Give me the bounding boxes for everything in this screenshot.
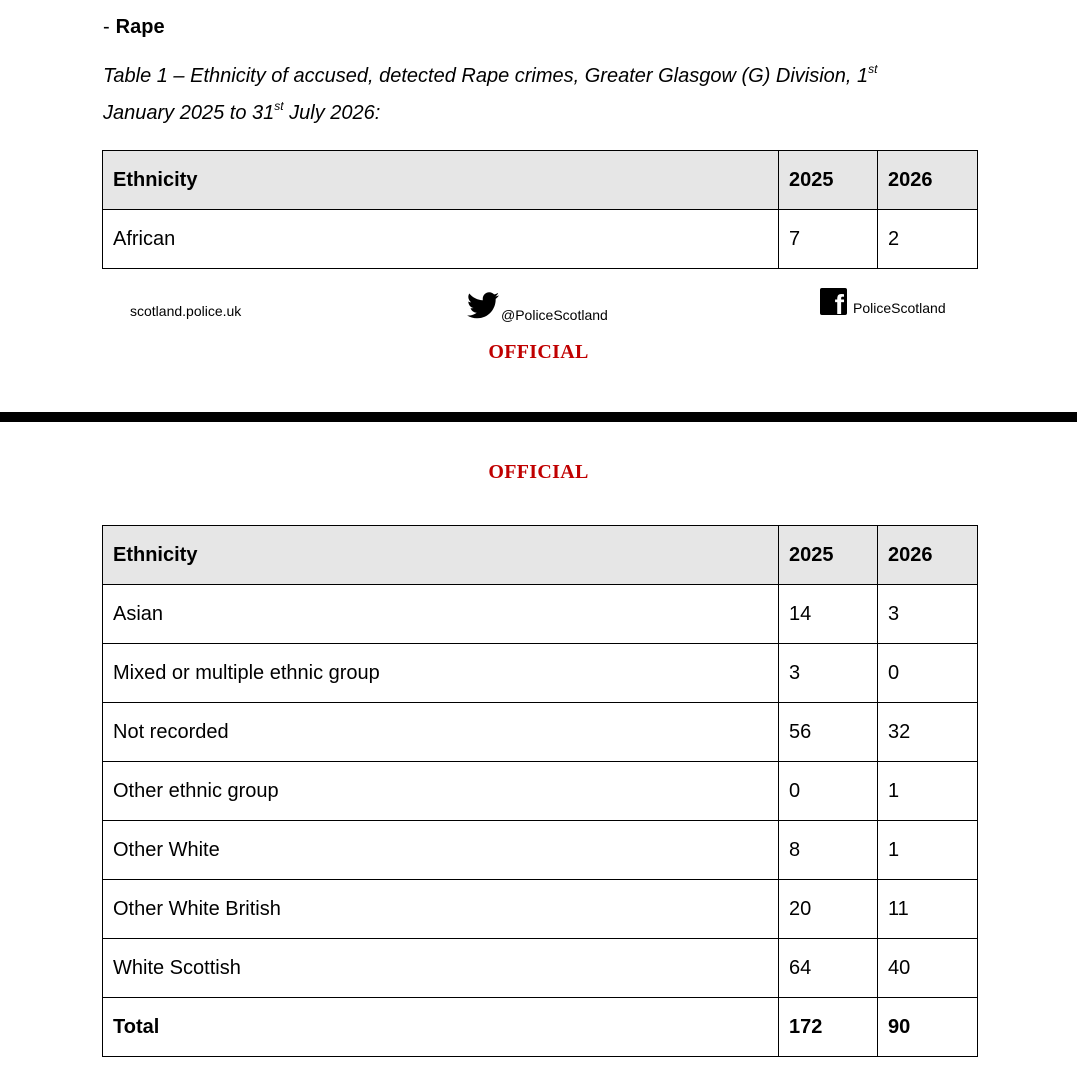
cell-ethnicity: Other White British xyxy=(103,880,779,939)
cell-2025: 3 xyxy=(779,644,878,703)
section-heading xyxy=(103,16,165,39)
table-row xyxy=(103,703,978,762)
caption-sup2: st xyxy=(274,99,284,113)
table-header-row xyxy=(103,151,978,210)
caption-sup1: st xyxy=(868,62,878,76)
ethnicity-table-part2 xyxy=(102,525,978,1057)
table-row xyxy=(103,939,978,998)
cell-ethnicity: Other White xyxy=(103,821,779,880)
header-2025: 2025 xyxy=(779,151,878,210)
cell-2025: 0 xyxy=(779,762,878,821)
cell-2025: 20 xyxy=(779,880,878,939)
page-separator xyxy=(0,412,1077,422)
total-label: Total xyxy=(103,998,779,1057)
cell-2026: 2 xyxy=(878,210,978,269)
header-2026: 2026 xyxy=(878,526,978,585)
caption-line2: January 2025 to 31 xyxy=(103,102,275,124)
footer-twitter[interactable] xyxy=(467,292,608,322)
cell-2026: 1 xyxy=(878,821,978,880)
cell-2025: 14 xyxy=(779,585,878,644)
cell-ethnicity: African xyxy=(103,210,779,269)
cell-2025: 7 xyxy=(779,210,878,269)
cell-2026: 1 xyxy=(878,762,978,821)
heading-dash: - xyxy=(103,16,110,38)
cell-2026: 11 xyxy=(878,880,978,939)
caption-line1: Table 1 – Ethnicity of accused, detected Rape crimes, Greater Glasgow (G) Division, 1 xyxy=(103,65,869,87)
table-row xyxy=(103,762,978,821)
cell-2026: 3 xyxy=(878,585,978,644)
caption-line2-end: July 2026: xyxy=(283,102,381,124)
cell-ethnicity: Not recorded xyxy=(103,703,779,762)
official-marking-top: OFFICIAL xyxy=(488,341,589,363)
table-caption xyxy=(103,58,983,132)
table-row xyxy=(103,880,978,939)
heading-title: Rape xyxy=(115,16,165,38)
cell-ethnicity: Asian xyxy=(103,585,779,644)
footer-twitter-handle: @PoliceScotland xyxy=(501,307,608,323)
cell-2025: 64 xyxy=(779,939,878,998)
header-ethnicity: Ethnicity xyxy=(103,526,779,585)
cell-2026: 32 xyxy=(878,703,978,762)
cell-2026: 40 xyxy=(878,939,978,998)
table-row xyxy=(103,210,978,269)
table-row xyxy=(103,821,978,880)
total-2025: 172 xyxy=(779,998,878,1057)
page-top xyxy=(0,0,1077,412)
official-marking-bottom: OFFICIAL xyxy=(488,461,589,483)
header-2026: 2026 xyxy=(878,151,978,210)
table-row xyxy=(103,644,978,703)
footer-facebook-handle: PoliceScotland xyxy=(853,300,946,316)
page-footer xyxy=(0,288,1077,322)
total-2026: 90 xyxy=(878,998,978,1057)
cell-2025: 8 xyxy=(779,821,878,880)
page-bottom xyxy=(0,422,1077,1086)
table-total-row xyxy=(103,998,978,1057)
facebook-icon: f xyxy=(820,288,847,315)
cell-ethnicity: White Scottish xyxy=(103,939,779,998)
footer-website[interactable]: scotland.police.uk xyxy=(130,303,242,319)
cell-2025: 56 xyxy=(779,703,878,762)
table-header-row xyxy=(103,526,978,585)
cell-2026: 0 xyxy=(878,644,978,703)
header-ethnicity: Ethnicity xyxy=(103,151,779,210)
table-row xyxy=(103,585,978,644)
cell-ethnicity: Other ethnic group xyxy=(103,762,779,821)
header-2025: 2025 xyxy=(779,526,878,585)
twitter-bird-icon xyxy=(467,292,499,322)
footer-facebook[interactable] xyxy=(820,288,946,315)
ethnicity-table-part1 xyxy=(102,150,978,269)
cell-ethnicity: Mixed or multiple ethnic group xyxy=(103,644,779,703)
